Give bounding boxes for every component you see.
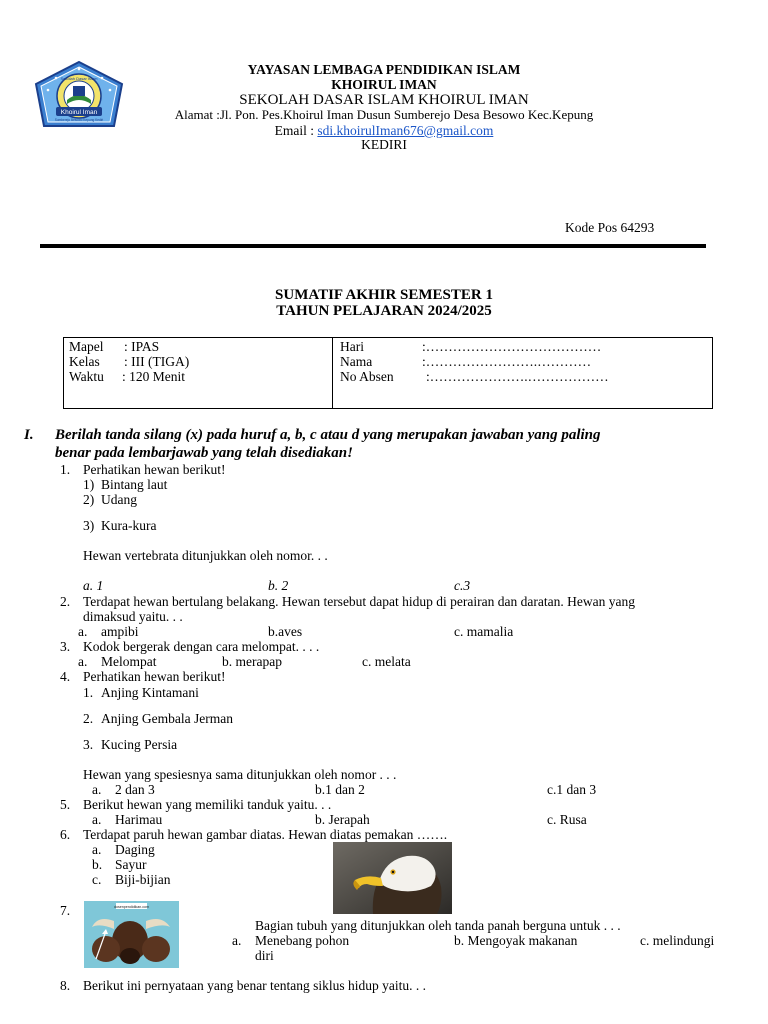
q5-option-a[interactable]: Harimau <box>115 812 163 827</box>
q2-option-b[interactable]: b.aves <box>268 624 303 639</box>
section-instruction-1: Berilah tanda silang (x) pada huruf a, b, c atau d yang merupakan jawaban yang paling <box>55 427 601 443</box>
q1-option-a[interactable]: a. 1 <box>83 578 104 593</box>
q2-option-a[interactable]: ampibi <box>101 624 139 639</box>
q4-item-number: 3. <box>83 737 94 752</box>
bull-image <box>84 901 179 968</box>
q1-number: 1. <box>60 462 71 477</box>
q6-number: 6. <box>60 827 71 842</box>
q4-question: Hewan yang spesiesnya sama ditunjukkan oleh nomor . . . <box>83 767 397 782</box>
section-instruction-2: benar pada lembarjawab yang telah disediakan! <box>55 445 353 461</box>
q6-option-c[interactable]: Biji-bijian <box>115 872 171 887</box>
q6-option-letter: a. <box>92 842 102 857</box>
q3-option-a-letter: a. <box>78 654 88 669</box>
q1-question: Hewan vertebrata ditunjukkan oleh nomor. . . <box>83 548 328 563</box>
q6-text: Terdapat paruh hewan gambar diatas. Hewan diatas pemakan ……. <box>83 827 448 842</box>
q7-option-c-continued: diri <box>255 948 274 963</box>
q4-text: Perhatikan hewan berikut! <box>83 669 226 684</box>
nama-field[interactable]: :…………………….………… <box>422 354 592 369</box>
q6-option-letter: b. <box>92 857 103 872</box>
q8-number: 8. <box>60 978 71 993</box>
school-address: Alamat :Jl. Pon. Pes.Khoirul Iman Dusun Sumberejo Desa Besowo Kec.Kepung <box>174 107 594 122</box>
waktu-label: Waktu <box>69 369 104 384</box>
q6-option-a[interactable]: Daging <box>115 842 155 857</box>
q3-option-c[interactable]: c. melata <box>362 654 411 669</box>
school-city: KEDIRI <box>361 137 407 152</box>
q3-option-b[interactable]: b. merapap <box>222 654 282 669</box>
q3-text: Kodok bergerak dengan cara melompat. . . . <box>83 639 320 654</box>
mapel-value: : IPAS <box>124 339 160 354</box>
q5-option-c[interactable]: c. Rusa <box>547 812 587 827</box>
waktu-value: : 120 Menit <box>122 369 185 384</box>
q4-option-a[interactable]: 2 dan 3 <box>115 782 155 797</box>
q4-option-b[interactable]: b.1 dan 2 <box>315 782 365 797</box>
foundation-subname: KHOIRUL IMAN <box>331 77 437 92</box>
school-email-line <box>0 123 768 138</box>
q3-option-a[interactable]: Melompat <box>101 654 157 669</box>
q7-option-b[interactable]: b. Mengoyak makanan <box>454 933 578 948</box>
q1-text: Perhatikan hewan berikut! <box>83 462 226 477</box>
hari-label: Hari <box>340 339 364 354</box>
q4-number: 4. <box>60 669 71 684</box>
eagle-image <box>333 842 452 914</box>
q1-item-text: Udang <box>101 492 137 507</box>
q1-item-text: Bintang laut <box>101 477 168 492</box>
q2-number: 2. <box>60 594 71 609</box>
q1-item-number: 3) <box>83 518 95 533</box>
q1-option-c[interactable]: c.3 <box>454 578 471 593</box>
kelas-label: Kelas <box>69 354 100 369</box>
q6-option-letter: c. <box>92 872 102 887</box>
q4-item-number: 2. <box>83 711 94 726</box>
nama-label: Nama <box>340 354 373 369</box>
email-link[interactable]: sdi.khoirulIman676@gmail.com <box>317 123 494 138</box>
q5-number: 5. <box>60 797 71 812</box>
postal-code: Kode Pos 64293 <box>565 220 655 235</box>
q7-option-a-letter: a. <box>232 933 242 948</box>
hari-field[interactable]: :………………………………… <box>422 339 602 354</box>
bull-image-caption: dosenpendidikan.com <box>114 905 149 909</box>
absen-field[interactable]: :………………….……………… <box>426 369 609 384</box>
q7-option-c[interactable]: c. melindungi <box>640 933 715 948</box>
q2-option-c[interactable]: c. mamalia <box>454 624 514 639</box>
q5-option-a-letter: a. <box>92 812 102 827</box>
exam-title: SUMATIF AKHIR SEMESTER 1 <box>275 287 493 303</box>
email-label: Email : <box>274 123 318 138</box>
q8-text: Berikut ini pernyataan yang benar tentang siklus hidup yaitu. . . <box>83 978 427 993</box>
q1-item-number: 2) <box>83 492 95 507</box>
mapel-label: Mapel <box>69 339 104 354</box>
kelas-value: : III (TIGA) <box>124 354 190 369</box>
school-name: SEKOLAH DASAR ISLAM KHOIRUL IMAN <box>239 92 529 108</box>
q1-item-number: 1) <box>83 477 95 492</box>
info-box-divider <box>332 337 333 409</box>
logo-banner-text: Khoirul Iman <box>60 109 98 116</box>
q4-item-text: Kucing Persia <box>101 737 178 752</box>
q2-text-2: dimaksud yaitu. . . <box>83 609 183 624</box>
q3-number: 3. <box>60 639 71 654</box>
foundation-name: YAYASAN LEMBAGA PENDIDIKAN ISLAM <box>247 62 521 77</box>
q4-item-text: Anjing Gembala Jerman <box>101 711 233 726</box>
q4-item-number: 1. <box>83 685 94 700</box>
q1-option-b[interactable]: b. 2 <box>268 578 289 593</box>
q5-option-b[interactable]: b. Jerapah <box>315 812 370 827</box>
q4-option-c[interactable]: c.1 dan 3 <box>547 782 597 797</box>
q4-option-a-letter: a. <box>92 782 102 797</box>
logo-bottom-text: Sumberejo Besowo Kepung Kediri <box>54 118 104 122</box>
q1-item-text: Kura-kura <box>101 518 157 533</box>
q2-option-a-letter: a. <box>78 624 88 639</box>
q5-text: Berikut hewan yang memiliki tanduk yaitu. . . <box>83 797 332 812</box>
q7-number: 7. <box>60 903 71 918</box>
q2-text-1: Terdapat hewan bertulang belakang. Hewan tersebut dapat hidup di perairan dan daratan. Hewan yang <box>83 594 635 609</box>
q4-item-text: Anjing Kintamani <box>101 685 199 700</box>
header-divider <box>40 244 706 248</box>
q7-text: Bagian tubuh yang ditunjukkan oleh tanda panah berguna untuk . . . <box>255 918 621 933</box>
q7-option-a[interactable]: Menebang pohon <box>255 933 350 948</box>
exam-year: TAHUN PELAJARAN 2024/2025 <box>276 303 492 319</box>
logo-top-text: Sekolah Dasar Islam <box>60 76 98 81</box>
section-numeral: I. <box>24 427 34 443</box>
q6-option-b[interactable]: Sayur <box>115 857 147 872</box>
absen-label: No Absen <box>340 369 394 384</box>
